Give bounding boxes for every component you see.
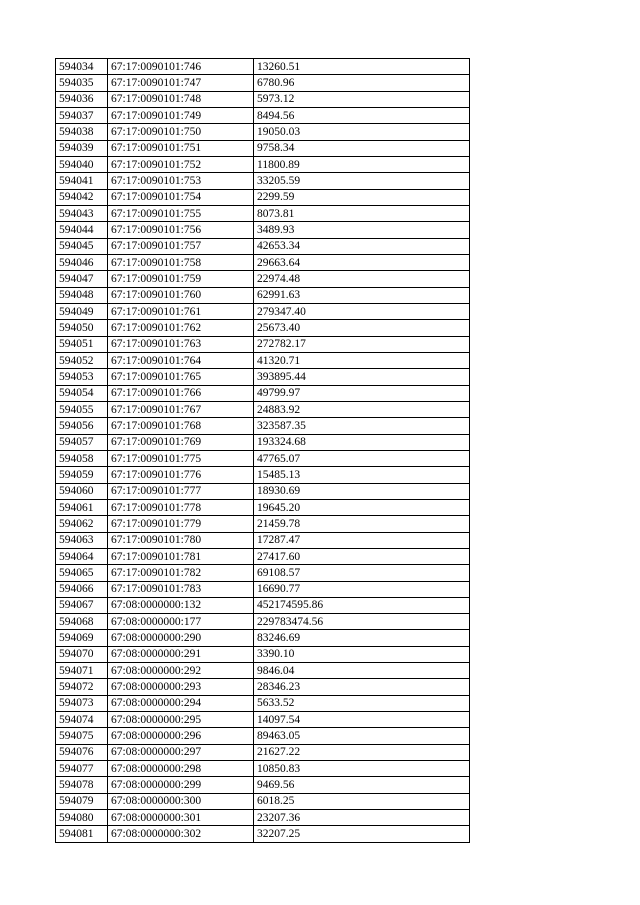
table-row	[56, 124, 470, 140]
table-row	[56, 761, 470, 777]
row-number-cell: 594038	[56, 124, 108, 140]
table-row	[56, 597, 470, 613]
value-cell: 9758.34	[254, 140, 470, 156]
row-number-cell: 594046	[56, 254, 108, 270]
row-number-cell: 594076	[56, 744, 108, 760]
table-row	[56, 581, 470, 597]
row-number-cell: 594063	[56, 532, 108, 548]
cadastral-number-cell: 67:08:0000000:293	[108, 679, 254, 695]
table-row	[56, 140, 470, 156]
value-cell: 272782.17	[254, 336, 470, 352]
value-cell: 18930.69	[254, 483, 470, 499]
cadastral-number-cell: 67:17:0090101:781	[108, 548, 254, 564]
row-number-cell: 594048	[56, 287, 108, 303]
row-number-cell: 594077	[56, 761, 108, 777]
row-number-cell: 594065	[56, 565, 108, 581]
row-number-cell: 594068	[56, 614, 108, 630]
row-number-cell: 594056	[56, 418, 108, 434]
row-number-cell: 594042	[56, 189, 108, 205]
row-number-cell: 594037	[56, 107, 108, 123]
table-row	[56, 712, 470, 728]
table-row	[56, 646, 470, 662]
cadastral-number-cell: 67:17:0090101:757	[108, 238, 254, 254]
value-cell: 17287.47	[254, 532, 470, 548]
table-row	[56, 369, 470, 385]
row-number-cell: 594034	[56, 59, 108, 75]
cadastral-number-cell: 67:17:0090101:763	[108, 336, 254, 352]
value-cell: 19645.20	[254, 499, 470, 515]
table-row	[56, 614, 470, 630]
value-cell: 3489.93	[254, 222, 470, 238]
cadastral-number-cell: 67:17:0090101:765	[108, 369, 254, 385]
cadastral-number-cell: 67:17:0090101:777	[108, 483, 254, 499]
value-cell: 89463.05	[254, 728, 470, 744]
value-cell: 9846.04	[254, 663, 470, 679]
cadastral-number-cell: 67:17:0090101:752	[108, 156, 254, 172]
row-number-cell: 594079	[56, 793, 108, 809]
cadastral-number-cell: 67:08:0000000:291	[108, 646, 254, 662]
row-number-cell: 594070	[56, 646, 108, 662]
row-number-cell: 594061	[56, 499, 108, 515]
cadastral-number-cell: 67:17:0090101:760	[108, 287, 254, 303]
row-number-cell: 594050	[56, 320, 108, 336]
value-cell: 25673.40	[254, 320, 470, 336]
cadastral-number-cell: 67:17:0090101:780	[108, 532, 254, 548]
cadastral-number-cell: 67:17:0090101:778	[108, 499, 254, 515]
row-number-cell: 594055	[56, 401, 108, 417]
value-cell: 393895.44	[254, 369, 470, 385]
table-row	[56, 75, 470, 91]
row-number-cell: 594078	[56, 777, 108, 793]
value-cell: 229783474.56	[254, 614, 470, 630]
value-cell: 49799.97	[254, 385, 470, 401]
cadastral-number-cell: 67:17:0090101:747	[108, 75, 254, 91]
table-row	[56, 434, 470, 450]
cadastral-number-cell: 67:17:0090101:766	[108, 385, 254, 401]
value-cell: 323587.35	[254, 418, 470, 434]
row-number-cell: 594081	[56, 826, 108, 842]
value-cell: 10850.83	[254, 761, 470, 777]
value-cell: 29663.64	[254, 254, 470, 270]
value-cell: 452174595.86	[254, 597, 470, 613]
table-row	[56, 385, 470, 401]
table-row	[56, 695, 470, 711]
cadastral-number-cell: 67:08:0000000:296	[108, 728, 254, 744]
value-cell: 33205.59	[254, 173, 470, 189]
row-number-cell: 594080	[56, 810, 108, 826]
cadastral-number-cell: 67:17:0090101:751	[108, 140, 254, 156]
row-number-cell: 594054	[56, 385, 108, 401]
table-row	[56, 810, 470, 826]
table-row	[56, 777, 470, 793]
row-number-cell: 594062	[56, 516, 108, 532]
row-number-cell: 594047	[56, 271, 108, 287]
table-row	[56, 467, 470, 483]
table-row	[56, 238, 470, 254]
table-row	[56, 205, 470, 221]
row-number-cell: 594043	[56, 205, 108, 221]
row-number-cell: 594064	[56, 548, 108, 564]
value-cell: 16690.77	[254, 581, 470, 597]
table-row	[56, 336, 470, 352]
row-number-cell: 594071	[56, 663, 108, 679]
row-number-cell: 594066	[56, 581, 108, 597]
cadastral-number-cell: 67:08:0000000:290	[108, 630, 254, 646]
value-cell: 6018.25	[254, 793, 470, 809]
cadastral-number-cell: 67:17:0090101:754	[108, 189, 254, 205]
cadastral-number-cell: 67:08:0000000:299	[108, 777, 254, 793]
row-number-cell: 594044	[56, 222, 108, 238]
value-cell: 62991.63	[254, 287, 470, 303]
cadastral-number-cell: 67:17:0090101:746	[108, 59, 254, 75]
cadastral-number-cell: 67:17:0090101:756	[108, 222, 254, 238]
table-row	[56, 189, 470, 205]
value-cell: 9469.56	[254, 777, 470, 793]
table-row	[56, 271, 470, 287]
value-cell: 3390.10	[254, 646, 470, 662]
row-number-cell: 594053	[56, 369, 108, 385]
value-cell: 28346.23	[254, 679, 470, 695]
table-body	[56, 59, 470, 843]
value-cell: 14097.54	[254, 712, 470, 728]
value-cell: 83246.69	[254, 630, 470, 646]
table-row	[56, 532, 470, 548]
value-cell: 23207.36	[254, 810, 470, 826]
row-number-cell: 594073	[56, 695, 108, 711]
value-cell: 13260.51	[254, 59, 470, 75]
table-row	[56, 156, 470, 172]
row-number-cell: 594075	[56, 728, 108, 744]
value-cell: 6780.96	[254, 75, 470, 91]
row-number-cell: 594067	[56, 597, 108, 613]
cadastral-number-cell: 67:08:0000000:292	[108, 663, 254, 679]
value-cell: 42653.34	[254, 238, 470, 254]
row-number-cell: 594040	[56, 156, 108, 172]
cadastral-number-cell: 67:17:0090101:776	[108, 467, 254, 483]
cadastral-number-cell: 67:17:0090101:782	[108, 565, 254, 581]
value-cell: 5633.52	[254, 695, 470, 711]
row-number-cell: 594036	[56, 91, 108, 107]
value-cell: 47765.07	[254, 450, 470, 466]
table-row	[56, 548, 470, 564]
cadastral-number-cell: 67:17:0090101:761	[108, 303, 254, 319]
cadastral-number-cell: 67:08:0000000:300	[108, 793, 254, 809]
value-cell: 5973.12	[254, 91, 470, 107]
cadastral-number-cell: 67:17:0090101:748	[108, 91, 254, 107]
table-row	[56, 826, 470, 842]
value-cell: 24883.92	[254, 401, 470, 417]
data-table	[55, 58, 470, 843]
row-number-cell: 594035	[56, 75, 108, 91]
table-row	[56, 173, 470, 189]
table-row	[56, 222, 470, 238]
table-row	[56, 418, 470, 434]
cadastral-number-cell: 67:08:0000000:132	[108, 597, 254, 613]
cadastral-number-cell: 67:17:0090101:779	[108, 516, 254, 532]
value-cell: 8073.81	[254, 205, 470, 221]
cadastral-number-cell: 67:08:0000000:302	[108, 826, 254, 842]
cadastral-number-cell: 67:08:0000000:297	[108, 744, 254, 760]
table-row	[56, 59, 470, 75]
table-row	[56, 630, 470, 646]
value-cell: 41320.71	[254, 352, 470, 368]
value-cell: 32207.25	[254, 826, 470, 842]
cadastral-number-cell: 67:17:0090101:783	[108, 581, 254, 597]
table-row	[56, 91, 470, 107]
row-number-cell: 594051	[56, 336, 108, 352]
cadastral-number-cell: 67:17:0090101:769	[108, 434, 254, 450]
row-number-cell: 594074	[56, 712, 108, 728]
row-number-cell: 594072	[56, 679, 108, 695]
row-number-cell: 594049	[56, 303, 108, 319]
table-row	[56, 499, 470, 515]
cadastral-number-cell: 67:17:0090101:755	[108, 205, 254, 221]
row-number-cell: 594041	[56, 173, 108, 189]
row-number-cell: 594039	[56, 140, 108, 156]
table-row	[56, 287, 470, 303]
table-row	[56, 483, 470, 499]
value-cell: 21459.78	[254, 516, 470, 532]
value-cell: 19050.03	[254, 124, 470, 140]
value-cell: 279347.40	[254, 303, 470, 319]
table-row	[56, 254, 470, 270]
table-row	[56, 679, 470, 695]
table-row	[56, 516, 470, 532]
table-row	[56, 663, 470, 679]
value-cell: 2299.59	[254, 189, 470, 205]
value-cell: 69108.57	[254, 565, 470, 581]
table-row	[56, 793, 470, 809]
table-row	[56, 450, 470, 466]
table-row	[56, 320, 470, 336]
cadastral-number-cell: 67:17:0090101:759	[108, 271, 254, 287]
table-row	[56, 744, 470, 760]
value-cell: 22974.48	[254, 271, 470, 287]
value-cell: 8494.56	[254, 107, 470, 123]
row-number-cell: 594060	[56, 483, 108, 499]
cadastral-number-cell: 67:08:0000000:301	[108, 810, 254, 826]
table-row	[56, 728, 470, 744]
table-row	[56, 352, 470, 368]
cadastral-number-cell: 67:17:0090101:758	[108, 254, 254, 270]
table-row	[56, 303, 470, 319]
cadastral-number-cell: 67:08:0000000:294	[108, 695, 254, 711]
cadastral-number-cell: 67:17:0090101:768	[108, 418, 254, 434]
cadastral-number-cell: 67:17:0090101:762	[108, 320, 254, 336]
cadastral-number-cell: 67:17:0090101:767	[108, 401, 254, 417]
table-row	[56, 107, 470, 123]
cadastral-number-cell: 67:08:0000000:298	[108, 761, 254, 777]
cadastral-number-cell: 67:17:0090101:749	[108, 107, 254, 123]
row-number-cell: 594059	[56, 467, 108, 483]
value-cell: 11800.89	[254, 156, 470, 172]
row-number-cell: 594057	[56, 434, 108, 450]
row-number-cell: 594069	[56, 630, 108, 646]
row-number-cell: 594058	[56, 450, 108, 466]
cadastral-number-cell: 67:17:0090101:775	[108, 450, 254, 466]
table-row	[56, 565, 470, 581]
cadastral-number-cell: 67:17:0090101:750	[108, 124, 254, 140]
value-cell: 21627.22	[254, 744, 470, 760]
value-cell: 193324.68	[254, 434, 470, 450]
table-row	[56, 401, 470, 417]
value-cell: 15485.13	[254, 467, 470, 483]
cadastral-number-cell: 67:08:0000000:295	[108, 712, 254, 728]
row-number-cell: 594045	[56, 238, 108, 254]
cadastral-number-cell: 67:17:0090101:764	[108, 352, 254, 368]
cadastral-number-cell: 67:08:0000000:177	[108, 614, 254, 630]
cadastral-number-cell: 67:17:0090101:753	[108, 173, 254, 189]
value-cell: 27417.60	[254, 548, 470, 564]
row-number-cell: 594052	[56, 352, 108, 368]
